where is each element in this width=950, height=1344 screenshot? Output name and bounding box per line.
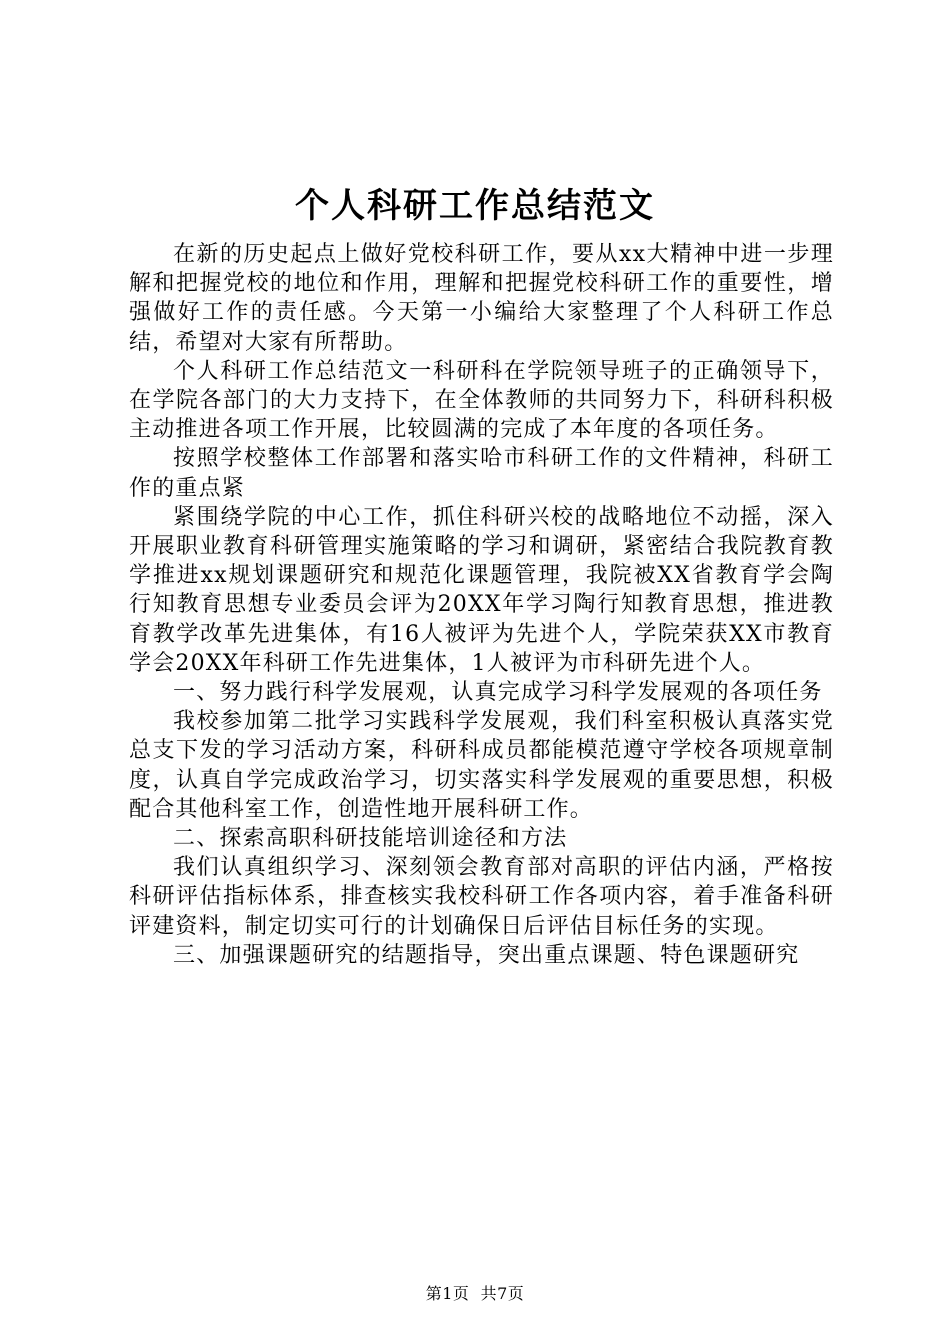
- paragraph-intro: 在新的历史起点上做好党校科研工作，要从xx大精神中进一步理解和把握党校的地位和作用，理解和把握党校科研工作的重要性，增强做好工作的责任感。今天第一小编给大家整理了个人科研工作总结，希望对大家有所帮助。: [129, 242, 834, 355]
- heading-section-1: 一、努力践行科学发展观，认真完成学习科学发展观的各项任务: [173, 680, 823, 706]
- paragraph-summary: 个人科研工作总结范文一科研科在学院领导班子的正确领导下，在学院各部门的大力支持下，在全体教师的共同努力下，科研科积极主动推进各项工作开展，比较圆满的完成了本年度的各项任务。: [129, 358, 834, 443]
- paragraph-section-2: 我们认真组织学习、深刻领会教育部对高职的评估内涵，严格按科研评估指标体系，排查核实我校科研工作各项内容，着手准备科研评建资料，制定切实可行的计划确保日后评估目标任务的实现。: [129, 855, 834, 939]
- document-body: [129, 240, 834, 970]
- document-title: 个人科研工作总结范文: [295, 186, 655, 226]
- page-number: 第1页 共7页: [425, 1284, 525, 1303]
- paragraph-deployment: 按照学校整体工作部署和落实哈市科研工作的文件精神，科研工作的重点紧: [129, 446, 834, 501]
- heading-section-3: 三、加强课题研究的结题指导，突出重点课题、特色课题研究: [173, 942, 800, 968]
- paragraph-achievements: 紧围绕学院的中心工作，抓住科研兴校的战略地位不动摇，深入开展职业教育科研管理实施策略的学习和调研，紧密结合我院教育教学推进xx规划课题研究和规范化课题管理，我院被XX省教育学会陶行知教育思想专业委员会评为20XX年学习陶行知教育思想，推进教育教学改革先进集体，有16人被评为先进个人，学院荣获XX市教育学会20XX年科研工作先进集体，1人被评为市科研先进个人。: [129, 504, 834, 676]
- page-footer: [0, 1281, 950, 1304]
- heading-section-2: 二、探索高职科研技能培训途径和方法: [173, 826, 568, 852]
- paragraph-section-1: 我校参加第二批学习实践科学发展观，我们科室积极认真落实党总支下发的学习活动方案，科研科成员都能模范遵守学校各项规章制度，认真自学完成政治学习，切实落实科学发展观的重要思想，积极配合其他科室工作，创造性地开展科研工作。: [129, 709, 834, 822]
